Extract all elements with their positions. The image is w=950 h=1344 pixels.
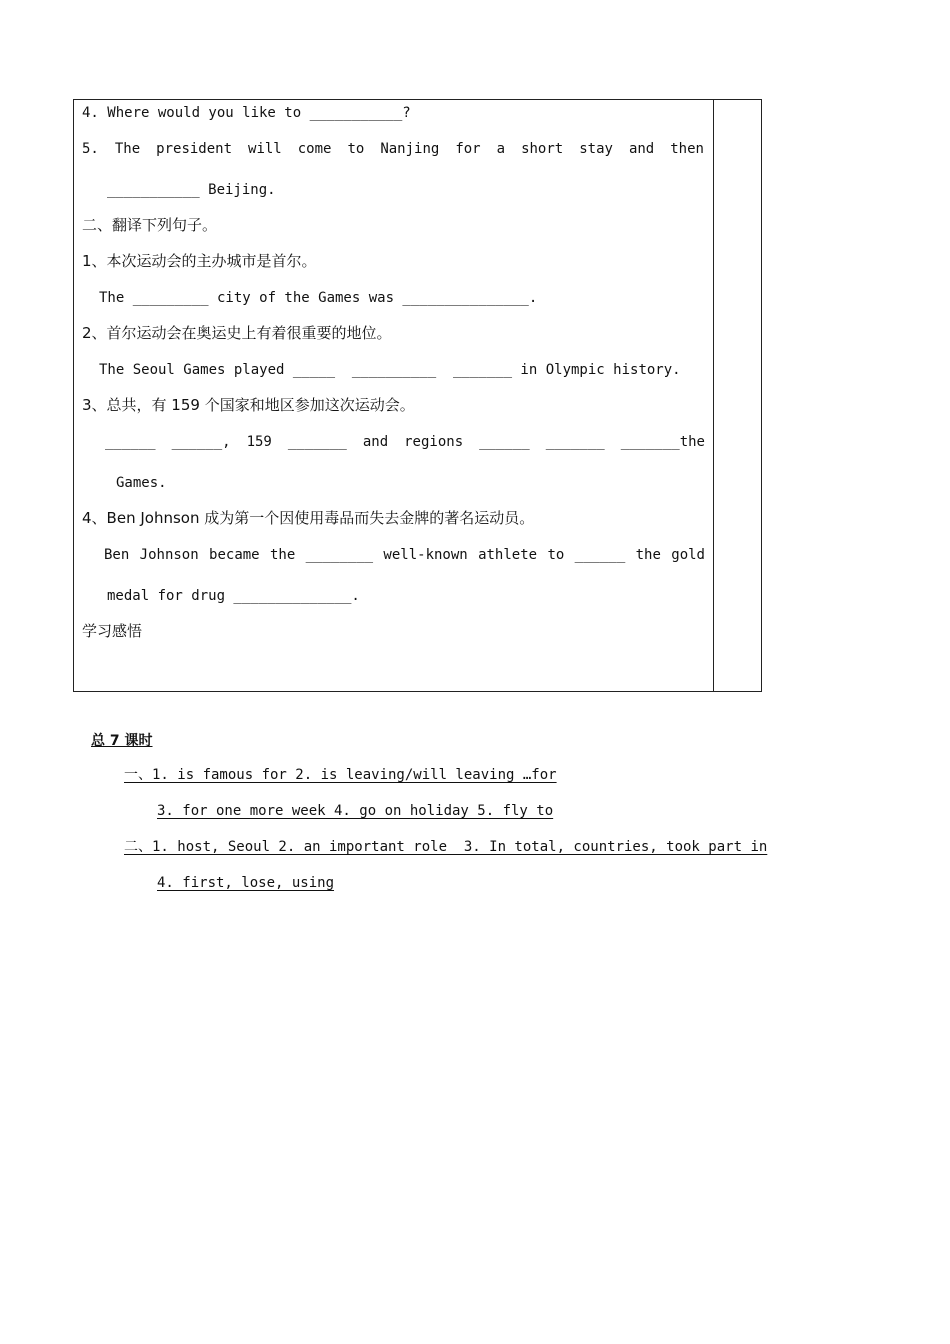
word: Ben [104,547,130,563]
word: regions [404,434,464,450]
word: the [635,547,661,563]
translation-1-english: The _________ city of the Games was _______________. [99,290,538,306]
word: well-known [383,547,468,563]
section-2-title: 二、翻译下列句子。 [82,216,218,234]
word: Johnson [139,547,199,563]
word: a [496,141,506,157]
word: ________ [305,547,374,563]
translation-2-chinese: 2、首尔运动会在奥运史上有着很重要的地位。 [82,324,392,342]
word: became [209,547,260,563]
question-5-continued: ___________ Beijing. [107,182,276,198]
word: _______the [620,434,705,450]
answer-line-1: 一、1. is famous for 2. is leaving/will leaving …for [124,767,557,783]
word: ______ [479,434,530,450]
word: 5. [82,141,99,157]
table-column-divider [713,99,714,692]
word: short [521,141,564,157]
word: _______ [287,434,347,450]
answer-key-heading: 总 7 课时 [91,733,153,749]
question-5 [82,140,704,158]
translation-3-chinese: 3、总共，有 159 个国家和地区参加这次运动会。 [82,396,415,414]
word: The [114,141,141,157]
word: then [670,141,704,157]
word: Nanjing [380,141,440,157]
word: athlete [478,547,538,563]
word: for [455,141,481,157]
translation-4-chinese: 4、Ben Johnson 成为第一个因使用毒品而失去金牌的著名运动员。 [82,509,535,527]
translation-1-chinese: 1、本次运动会的主办城市是首尔。 [82,252,317,270]
answer-line-2: 3. for one more week 4. go on holiday 5. fly to [157,803,554,819]
word: and [628,141,655,157]
translation-3-continued: Games. [116,475,167,491]
question-4: 4. Where would you like to ___________? [82,105,411,121]
word: stay [579,141,613,157]
translation-4-english [104,546,705,564]
word: come [297,141,332,157]
word: gold [671,547,705,563]
translation-4-continued: medal for drug ______________. [107,588,360,604]
word: president [156,141,233,157]
translation-2-english: The Seoul Games played _____ __________ _______ in Olympic history. [99,362,681,378]
word: _______ [545,434,605,450]
answer-line-4: 4. first, lose, using [157,875,335,891]
word: ______, [171,434,231,450]
translation-3-english [105,433,705,451]
word: ______ [574,547,626,563]
word: to [347,141,365,157]
word: and [362,434,389,450]
word: 159 [246,434,272,450]
word: to [547,547,565,563]
word: ______ [105,434,156,450]
word: the [269,547,296,563]
word: will [248,141,282,157]
reflection-label: 学习感悟 [82,622,143,640]
answer-line-3: 二、1. host, Seoul 2. an important role 3. In total, countries, took part in [124,839,768,855]
